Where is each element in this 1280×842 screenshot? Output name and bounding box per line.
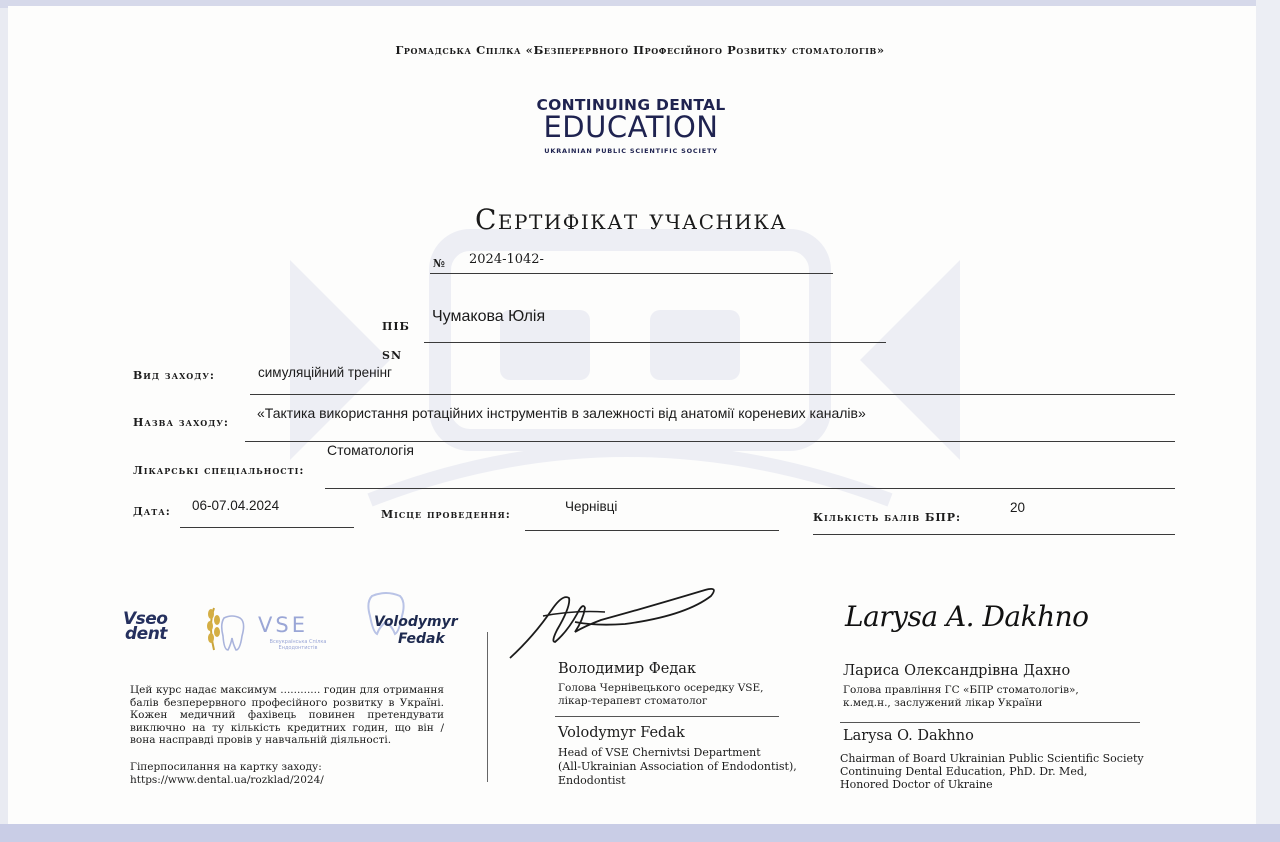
- organization-name: Громадська Спілка «Безперервного Професійного Розвитку стоматологів»: [395, 43, 885, 57]
- wheat-tooth-icon: [200, 600, 252, 656]
- link-label: Гіперпосилання на картку заходу:: [130, 761, 322, 773]
- dakhno-name-en: Larysa O. Dakhno: [843, 728, 974, 744]
- sn-label: SN: [382, 349, 402, 362]
- vse-sub-line1: Всеукраїнська Спілка: [269, 639, 327, 645]
- fedak-logo-line1: Volodymyr: [374, 614, 458, 630]
- place-underline: [525, 530, 779, 531]
- event-type-underline: [250, 394, 1175, 395]
- certificate-number: 2024-1042-: [469, 252, 544, 267]
- place-label: Місце проведення:: [381, 508, 511, 521]
- fedak-role-en-3: Endodontist: [558, 774, 626, 787]
- name-underline: [424, 342, 886, 343]
- cde-logo-line2: EDUCATION: [543, 110, 719, 144]
- fedak-name-en: Volodymyr Fedak: [558, 725, 685, 741]
- column-divider: [487, 632, 488, 782]
- points-underline: [813, 534, 1175, 535]
- specialty-underline: [325, 488, 1175, 489]
- event-name: «Тактика використання ротаційних інструментів в залежності від анатомії кореневих каналів»: [257, 405, 866, 421]
- dakhno-name-uk: Лариса Олександрівна Дахно: [843, 663, 1071, 679]
- event-date: 06-07.04.2024: [192, 498, 280, 513]
- date-label: Дата:: [133, 505, 171, 518]
- participant-name: Чумакова Юлія: [432, 308, 546, 325]
- date-underline: [180, 527, 354, 528]
- fedak-signature: [505, 580, 720, 660]
- vseo-dent-logo: [123, 609, 168, 644]
- fedak-logo: [374, 614, 458, 648]
- cde-logo-line1: CONTINUING DENTAL: [536, 96, 726, 114]
- event-type: симуляційний тренінг: [258, 365, 392, 380]
- vse-logo-text: VSE: [258, 613, 308, 637]
- certificate-title: Сертифікат учасника: [475, 203, 787, 236]
- dakhno-role-en-1: Chairman of Board Ukrainian Public Scientific Society: [840, 752, 1144, 765]
- points-label: Кількість балів БПР:: [813, 511, 962, 524]
- dakhno-role-uk-2: к.мед.н., заслужений лікар України: [843, 697, 1043, 709]
- fedak-logo-line2: Fedak: [398, 631, 445, 647]
- fedak-role-en-2: (All-Ukrainian Association of Endodontist),: [558, 760, 797, 773]
- dakhno-role-uk-1: Голова правління ГС «БПР стоматологів»,: [843, 684, 1079, 696]
- fedak-name-uk: Володимир Федак: [558, 661, 697, 677]
- points-value: 20: [1010, 500, 1026, 515]
- scan-bottom-edge: [0, 824, 1280, 842]
- number-label: №: [433, 257, 446, 270]
- fedak-role-en-1: Head of VSE Chernivtsi Department: [558, 746, 761, 759]
- name-label: ПІБ: [382, 320, 410, 333]
- fedak-role-uk-2: лікар-терапевт стоматолог: [558, 695, 708, 707]
- event-name-label: Назва заходу:: [133, 416, 229, 429]
- hours-disclaimer: Цей курс надає максимум ............ годин для отримання балів безперервного професійного розвитку в Україні. Кожен медичний фахівець повинен претендувати виключно на ту кількість кредитних годин, що він / вона насправді провів у навчальній діяльності.: [130, 684, 444, 746]
- fedak-divider: [555, 716, 779, 717]
- dakhno-role-en-3: Honored Doctor of Ukraine: [840, 778, 993, 791]
- fedak-role-uk-1: Голова Чернівецького осередку VSE,: [558, 682, 764, 694]
- event-link[interactable]: https://www.dental.ua/rozklad/2024/: [130, 774, 324, 786]
- number-underline: [430, 273, 833, 274]
- cde-logo-line3: UKRAINIAN PUBLIC SCIENTIFIC SOCIETY: [544, 147, 718, 155]
- vse-sub-line2: Ендодонтистів: [278, 645, 318, 651]
- event-type-label: Вид заходу:: [133, 369, 215, 382]
- specialty: Стоматологія: [327, 442, 414, 458]
- vseo-logo-line2: dent: [125, 624, 167, 644]
- dakhno-role-en-2: Continuing Dental Education, PhD. Dr. Med,: [840, 765, 1088, 778]
- specialty-label: Лікарські спеціальності:: [133, 464, 305, 477]
- dakhno-divider: [840, 722, 1140, 723]
- dakhno-signature: Larysa A. Dakhno: [845, 600, 1089, 633]
- vseo-logo-line1: Vseo: [123, 609, 168, 629]
- event-place: Чернівці: [565, 499, 618, 514]
- vse-logo-subtitle: [258, 639, 338, 651]
